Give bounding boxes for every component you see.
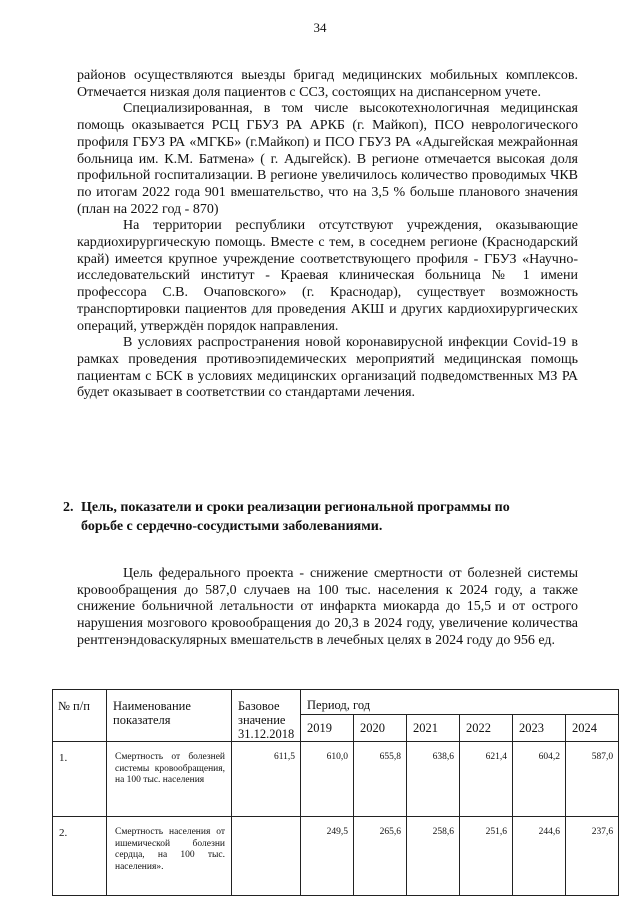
year-value-cell: 237,6 — [566, 817, 619, 896]
header-base-value: Базовое значение 31.12.2018 — [232, 690, 301, 742]
year-value-cell: 244,6 — [513, 817, 566, 896]
year-value-cell: 638,6 — [407, 742, 460, 817]
page-number: 34 — [313, 20, 327, 35]
paragraph: Специализированная, в том числе высокотехнологичная медицинская помощь оказывается РСЦ ГБУЗ РА АРКБ (г. Майкоп), ПСО неврологического профиля ГБУЗ РА «МГКБ» (г.Майкоп) и ПСО ГБУЗ РА «Адыгейская межрайонная больница им. К.М. Батмена» ( г. Адыгейск). В регионе отмечается высокая доля профильной госпитализации. В регионе увеличилось количество проводимых ЧКВ по итогам 2022 года 901 вмешательство, что на 3,5 % больше планового значения (план на 2022 год - 870) — [77, 101, 578, 217]
table-row — [53, 817, 619, 896]
header-name: Наименование показателя — [107, 690, 232, 742]
header-period: Период, год — [301, 690, 619, 715]
header-year: 2021 — [407, 715, 460, 742]
section-number: 2. — [63, 500, 74, 515]
year-value-cell: 258,6 — [407, 817, 460, 896]
base-value-cell: 611,5 — [232, 742, 301, 817]
intro-text-block — [77, 68, 578, 402]
paragraph: На территории республики отсутствуют учреждения, оказывающие кардиохирургическую помощь. Вместе с тем, в соседнем регионе (Краснодарский край) имеется крупное учреждение соответствующего профиля - ГБУЗ «Научно-исследовательский институт - Краевая клиническая больница № 1 имени профессора С.В. Очаповского» (г. Краснодар), существует возможность транспортировки пациентов для проведения АКШ и других кардиохирургических операций, утверждён порядок направления. — [77, 218, 578, 334]
header-year: 2019 — [301, 715, 354, 742]
base-value-cell — [232, 817, 301, 896]
year-value-cell: 265,6 — [354, 817, 407, 896]
indicator-name: Смертность населения от ишемической болезни сердца, на 100 тыс. населения». — [107, 817, 232, 896]
paragraph: районов осуществляются выезды бригад медицинских мобильных комплексов. Отмечается низкая доля пациентов с ССЗ, состоящих на диспансерном учете. — [77, 68, 578, 100]
year-value-cell: 587,0 — [566, 742, 619, 817]
year-value-cell: 610,0 — [301, 742, 354, 817]
year-value-cell: 249,5 — [301, 817, 354, 896]
row-number: 2. — [53, 817, 107, 896]
section-heading — [63, 498, 578, 536]
header-year: 2023 — [513, 715, 566, 742]
section-title-line-2: борьбе с сердечно-сосудистыми заболеваниями. — [81, 519, 383, 534]
paragraph: В условиях распространения новой коронавирусной инфекции Covid-19 в рамках проведения противоэпидемических мероприятий медицинская помощь пациентам с БСК в условиях медицинских организаций подведомственных МЗ РА будет оказывает в соответствии со стандартами лечения. — [77, 335, 578, 401]
header-year: 2024 — [566, 715, 619, 742]
year-value-cell: 621,4 — [460, 742, 513, 817]
header-year: 2020 — [354, 715, 407, 742]
year-value-cell: 604,2 — [513, 742, 566, 817]
table-row — [53, 742, 619, 817]
year-value-cell: 251,6 — [460, 817, 513, 896]
section-title-line-1: Цель, показатели и сроки реализации региональной программы по — [81, 500, 510, 515]
goal-paragraph: Цель федерального проекта - снижение смертности от болезней системы кровообращения до 587,0 случаев на 100 тыс. населения к 2024 году, а также снижение больничной летальности от инфаркта миокарда до 15,5 и от острого нарушения мозгового кровообращения до 20,3 в 2024 году, увеличение количества рентгенэндоваскулярных вмешательств в лечебных целях в 2024 году до 956 ед. — [77, 566, 578, 648]
indicators-table — [52, 689, 619, 896]
header-num: № п/п — [53, 690, 107, 742]
goal-text-block — [77, 566, 578, 650]
row-number: 1. — [53, 742, 107, 817]
header-year: 2022 — [460, 715, 513, 742]
indicator-name: Смертность от болезней системы кровообращения, на 100 тыс. населения — [107, 742, 232, 817]
year-value-cell: 655,8 — [354, 742, 407, 817]
